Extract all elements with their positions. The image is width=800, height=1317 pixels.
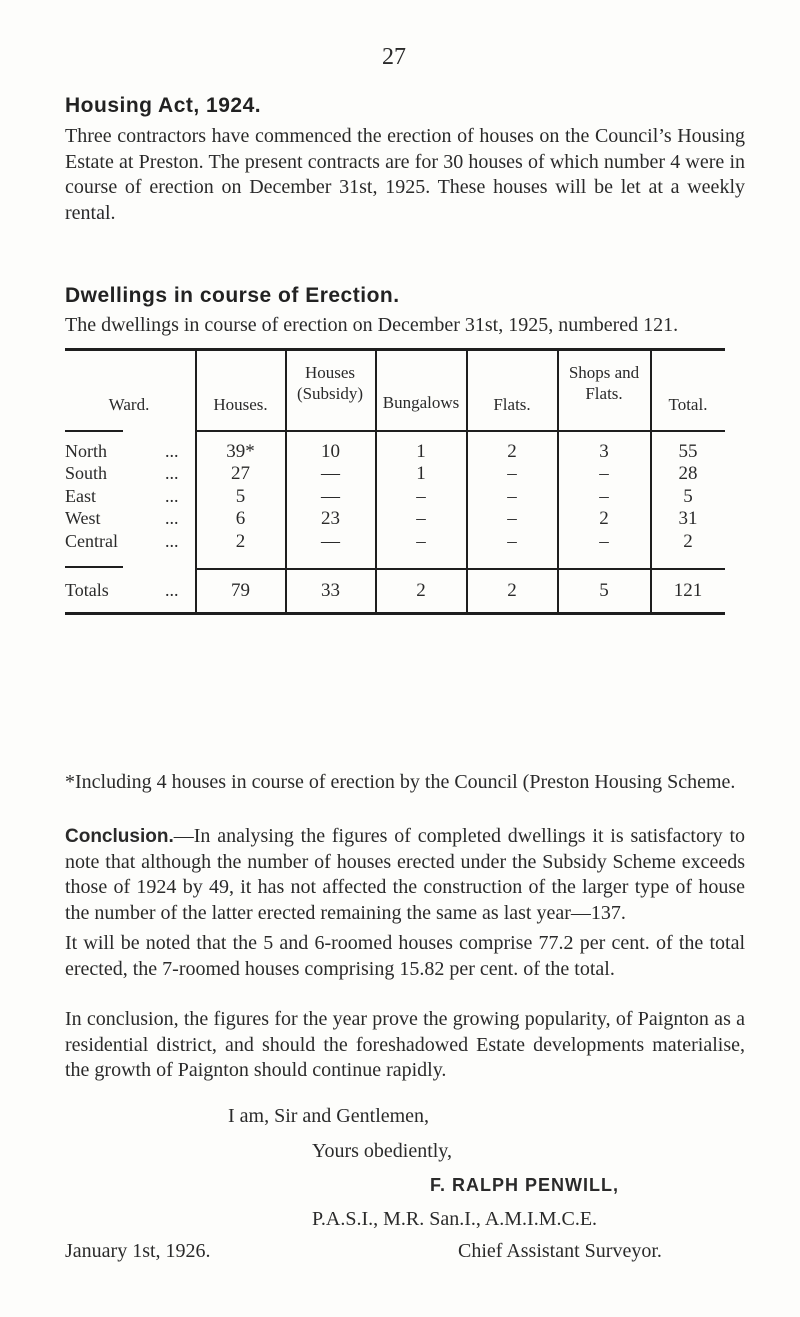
totals-label: Totals bbox=[65, 580, 109, 600]
leader-dots: ... bbox=[165, 441, 179, 461]
percentage-paragraph: It will be noted that the 5 and 6-roomed houses comprise 77.2 per cent. of the total erected, the 7-roomed houses comprising 15.82 per cent. of the total. bbox=[65, 932, 745, 980]
conclusion-lead: Conclusion. bbox=[65, 826, 174, 847]
bungalows-value: 1 bbox=[416, 441, 426, 462]
header-houses-subsidy: Houses (Subsidy) bbox=[296, 363, 364, 403]
page-number: 27 bbox=[382, 44, 406, 70]
dwellings-paragraph: The dwellings in course of erection on December 31st, 1925, numbered 121. bbox=[65, 314, 679, 336]
popularity-paragraph: In conclusion, the figures for the year prove the growing popularity, of Paignton as a residential district, and should the foreshadowed Estate developments materialise, the growth of Paignton should continue rapidly. bbox=[65, 1008, 745, 1081]
houses-value: 2 bbox=[235, 531, 246, 552]
housing-act-heading: Housing Act, 1924. bbox=[65, 94, 262, 117]
header-bungalows: Bungalows bbox=[382, 393, 460, 412]
subsidy-value: — bbox=[321, 486, 340, 507]
subsidy-value: — bbox=[321, 463, 340, 484]
ward-name: Central bbox=[65, 531, 118, 551]
flats-value: – bbox=[507, 463, 517, 484]
header-total: Total. bbox=[668, 395, 708, 414]
ward-name: South bbox=[65, 463, 108, 483]
ward-name: North bbox=[65, 441, 107, 461]
totals-shops: 5 bbox=[599, 580, 609, 601]
leader-dots: ... bbox=[165, 531, 179, 551]
shops-value: – bbox=[599, 486, 609, 507]
bungalows-value: – bbox=[416, 508, 426, 529]
leader-dots: ... bbox=[165, 463, 179, 483]
salutation: I am, Sir and Gentlemen, bbox=[228, 1105, 430, 1127]
total-value: 55 bbox=[678, 441, 698, 462]
total-value: 5 bbox=[683, 486, 693, 507]
conclusion-text: —In analysing the figures of completed dwellings it is satisfactory to note that although the number of houses erected under the Subsidy Scheme exceeds those of 1924 by 49, it has not affected the construction of the larger type of house the number of the latter erected remaining the same as last year—137. bbox=[65, 825, 745, 924]
houses-value: 6 bbox=[235, 508, 246, 529]
totals-flats: 2 bbox=[507, 580, 517, 601]
totals-total: 121 bbox=[673, 580, 703, 601]
shops-value: – bbox=[599, 531, 609, 552]
subsidy-value: 10 bbox=[321, 441, 340, 462]
header-ward: Ward. bbox=[108, 395, 150, 414]
totals-bungalows: 2 bbox=[416, 580, 426, 601]
totals-houses: 79 bbox=[231, 580, 250, 601]
leader-dots: ... bbox=[165, 580, 179, 600]
ward-name: East bbox=[65, 486, 96, 506]
total-value: 28 bbox=[678, 463, 698, 484]
bungalows-value: 1 bbox=[416, 463, 426, 484]
header-shops-and-flats: Shops and Flats. bbox=[568, 363, 640, 403]
houses-value: 39* bbox=[226, 441, 255, 462]
flats-value: 2 bbox=[507, 441, 517, 462]
houses-value: 5 bbox=[235, 486, 246, 507]
letter-date: January 1st, 1926. bbox=[65, 1240, 211, 1262]
totals-subsidy: 33 bbox=[321, 580, 340, 601]
leader-dots: ... bbox=[165, 486, 179, 506]
dwellings-table bbox=[65, 348, 747, 752]
signatory-name: F. RALPH PENWILL, bbox=[430, 1175, 619, 1195]
dwellings-heading: Dwellings in course of Erection. bbox=[65, 284, 400, 307]
total-value: 2 bbox=[683, 531, 693, 552]
housing-act-paragraph: Three contractors have commenced the erection of houses on the Council’s Housing Estate at Preston. The present contracts are for 30 houses of which number 4 were in course of erection on December 31st, 1925. These houses will be let at a weekly rental. bbox=[65, 125, 745, 224]
subsidy-value: — bbox=[321, 531, 340, 552]
flats-value: – bbox=[507, 531, 517, 552]
shops-value: – bbox=[599, 463, 609, 484]
closing: Yours obediently, bbox=[312, 1140, 453, 1162]
flats-value: – bbox=[507, 508, 517, 529]
bungalows-value: – bbox=[416, 531, 426, 552]
shops-value: 3 bbox=[599, 441, 609, 462]
flats-value: – bbox=[507, 486, 517, 507]
signatory-qualifications: P.A.S.I., M.R. San.I., A.M.I.M.C.E. bbox=[312, 1208, 598, 1230]
bungalows-value: – bbox=[416, 486, 426, 507]
ward-name: West bbox=[65, 508, 101, 528]
table-footnote: *Including 4 houses in course of erection by the Council (Preston Housing Scheme. bbox=[65, 771, 736, 793]
leader-dots: ... bbox=[165, 508, 179, 528]
houses-value: 27 bbox=[231, 463, 250, 484]
header-houses: Houses. bbox=[213, 395, 268, 414]
signatory-position: Chief Assistant Surveyor. bbox=[458, 1240, 662, 1262]
header-flats: Flats. bbox=[493, 395, 531, 414]
conclusion-paragraph bbox=[65, 824, 745, 926]
total-value: 31 bbox=[678, 508, 698, 529]
subsidy-value: 23 bbox=[321, 508, 340, 529]
shops-value: 2 bbox=[599, 508, 609, 529]
